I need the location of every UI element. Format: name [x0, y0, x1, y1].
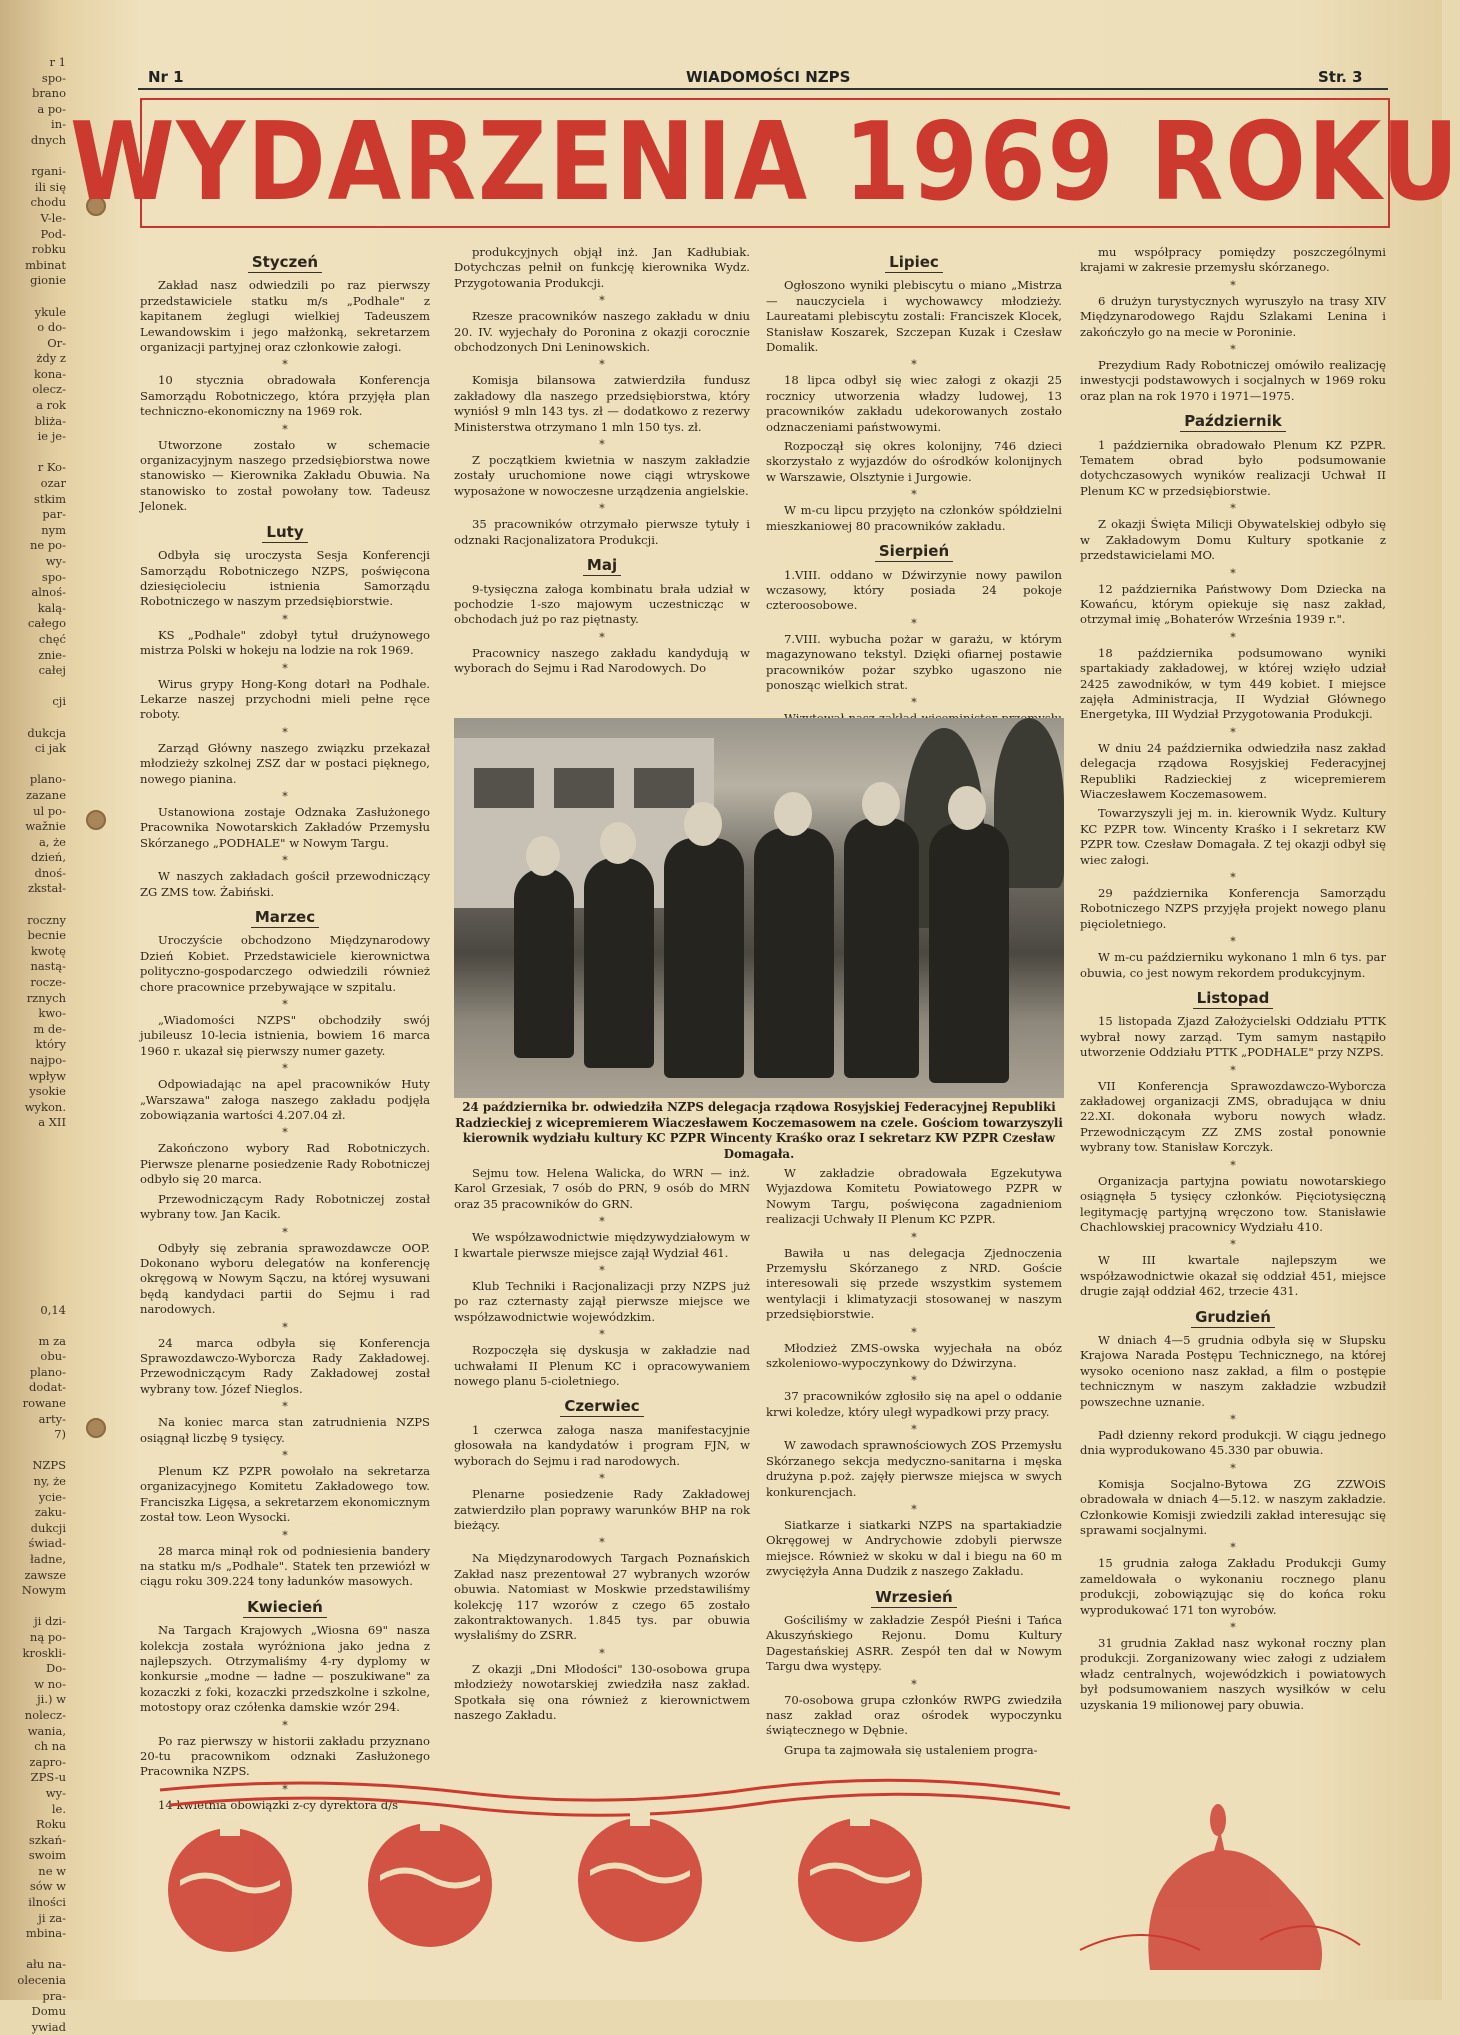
strip-fragment: robku — [31, 242, 66, 257]
strip-fragment — [0, 1178, 66, 1194]
title-banner — [69, 98, 1460, 228]
news-paragraph: Grupa ta zajmowała się ustaleniem progra- — [784, 1742, 1038, 1757]
photo-caption: 24 października br. odwiedziła NZPS delegacja rządowa Rosyjskiej Federacyjnej Republiki Radzieckiej z wicepremierem Wiaczesławem Koczemasowem na czele. Gościom towarzyszyli kierownik wydziału kultury KC PZPR Wincenty Kraśko oraz I sekretarz KW PZPR Czesław Domagała. — [455, 1100, 1063, 1161]
delegation-photo — [454, 718, 1064, 1098]
strip-fragment: całej — [38, 663, 66, 678]
strip-fragment: ysokie — [29, 1084, 66, 1099]
column-4 — [1080, 245, 1386, 1717]
strip-fragment: kona- — [33, 366, 66, 381]
strip-fragment: ywiad — [31, 2019, 66, 2034]
strip-fragment: ili się — [34, 179, 66, 194]
month-heading — [140, 255, 430, 270]
news-paragraph: Ustanowiona zostaje Odznaka Zasłużonego Pracownika Nowotarskich Zakładów Przemysłu Skórzanego „PODHALE" w Nowym Targu. — [140, 804, 430, 850]
news-paragraph: 7.VIII. wybucha pożar w garażu, w którym magazynowano tekstyl. Dzięki ofiarnej postawie pracowników pożar szybko ugaszono nie ponosząc wielkich strat. — [766, 631, 1062, 692]
news-paragraph: Na Targach Krajowych „Wiosna 69" nasza kolekcja została wyróżniona jako jedna z najlepszych. Otrzymaliśmy 4-ry dyplomy w konkursie „modne — ładne — poszukiwane" za kozaczki z foki, kozaczki przedszkolne i szkolne, motostopy oraz czółenka damskie wzór 294. — [140, 1623, 430, 1715]
strip-fragment: mbina- — [25, 1926, 66, 1941]
separator-asterisk: * — [1230, 1461, 1236, 1475]
strip-fragment: becnie — [27, 928, 66, 943]
news-paragraph: 31 grudnia Zakład nasz wykonał roczny plan produkcji. Zorganizowany wiec załogi z udziałem władz centralnych, wojewódzkich i powiatowych był podsumowaniem naszych wysiłków w celu uzyskania 19 milionowej pary obuwia. — [1080, 1636, 1386, 1712]
strip-fragment: kroskli- — [22, 1645, 66, 1660]
month-heading-text: Kwiecień — [243, 1598, 327, 1618]
strip-fragment: Roku — [36, 1817, 66, 1832]
separator-asterisk: * — [282, 854, 288, 868]
news-paragraph: 24 marca odbyła się Konferencja Sprawozdawczo-Wyborcza Rady Zakładowej. Przewodniczącym Rady Zakładowej został wybrany tow. Józef Nieglos. — [140, 1335, 430, 1396]
strip-fragment: nastą- — [30, 959, 66, 974]
strip-fragment: kalą- — [37, 600, 66, 615]
separator-asterisk: * — [599, 294, 605, 308]
news-paragraph: Odbyły się zebrania sprawozdawcze OOP. Dokonano wyboru delegatów na konferencję okręgową w Nowym Sączu, na której wysuwani będą kandydaci partii do Sejmu i rad narodowych. — [140, 1240, 430, 1317]
month-heading-text: Październik — [1180, 412, 1285, 432]
separator-asterisk: * — [599, 1264, 605, 1278]
strip-fragment: ch na — [34, 1739, 66, 1754]
separator-asterisk: * — [282, 789, 288, 803]
column-3-bottom — [766, 1166, 1062, 1762]
news-paragraph: W zakładzie obradowała Egzekutywa Wyjazdowa Komitetu Powiatowego PZPR w Nowym Targu, poświęcona zagadnieniom realizacji Uchwały II Plenum KC PZPR. — [766, 1166, 1062, 1227]
news-paragraph: KS „Podhale" zdobył tytuł drużynowego mistrza Polski w hokeju na lodzie na rok 1969. — [140, 627, 430, 658]
strip-fragment: le. — [51, 1801, 66, 1816]
news-paragraph: Pracownicy naszego zakładu kandydują w wyborach do Sejmu i Rad Narodowych. Do — [454, 645, 750, 676]
news-paragraph: mu współpracy pomiędzy poszczególnymi krajami w zakresie przemysłu skórzanego. — [1080, 245, 1386, 275]
strip-fragment: olecenia — [17, 1973, 66, 1988]
strip-fragment: kwotę — [30, 943, 66, 958]
news-paragraph: Siatkarze i siatkarki NZPS na spartakiadzie Okręgowej w Andrychowie zdobyli pierwsze miejsce. Również w skoku w dal i biegu na 60 m zwyciężyła Anna Dudzik z naszego Zakładu. — [766, 1517, 1062, 1579]
binding-hole — [86, 810, 106, 830]
strip-fragment: alnoś- — [31, 585, 66, 600]
strip-fragment: a rok — [36, 398, 66, 413]
separator-asterisk: * — [282, 1782, 288, 1796]
strip-fragment: in- — [51, 117, 66, 132]
news-paragraph: Utworzone zostało w schemacie organizacyjnym naszego przedsiębiorstwa nowe stanowisko — Kierownika Zakładu Obuwia. Na stanowisko to został powołany tow. Tadeusz Jelonek. — [140, 437, 430, 514]
strip-fragment: dnoś- — [34, 865, 66, 880]
strip-fragment: arty- — [38, 1411, 66, 1426]
strip-fragment: ji.) w — [37, 1692, 66, 1707]
separator-asterisk: * — [599, 438, 605, 452]
strip-fragment: Domu — [31, 2004, 66, 2019]
separator-asterisk: * — [1230, 343, 1236, 357]
strip-fragment: chodu — [30, 195, 66, 210]
separator-asterisk: * — [1230, 1541, 1236, 1555]
strip-fragment: spo- — [41, 569, 66, 584]
news-paragraph: 15 listopada Zjazd Założycielski Oddziału PTTK wybrał nowy zarząd. Tym samym nastąpiło utworzenie Oddziału PTTK „PODHALE" przy NZPS. — [1080, 1014, 1386, 1060]
strip-fragment — [0, 1271, 66, 1287]
strip-fragment: plano- — [29, 1364, 66, 1379]
separator-asterisk: * — [282, 422, 288, 436]
separator-asterisk: * — [1230, 502, 1236, 516]
news-paragraph: Rozpoczął się okres kolonijny, 746 dzieci skorzystało z wyjazdów do ośrodków kolonijnych w Warszawie, Olsztynie i Jurgowie. — [766, 439, 1062, 484]
news-paragraph: Sejmu tow. Helena Walicka, do WRN — inż. Karol Grzesiak, 7 osób do PRN, 9 osób do MRN oraz 35 pracowników do GRN. — [454, 1166, 750, 1211]
strip-fragment: ycie- — [38, 1489, 66, 1504]
strip-fragment: r Ko- — [37, 460, 66, 475]
month-heading — [140, 1597, 430, 1616]
separator-asterisk: * — [282, 1528, 288, 1542]
news-paragraph: Z początkiem kwietnia w naszym zakładzie zostały uruchomione nowe ciągi wtryskowe wyposażone w nowoczesne urządzenia angielskie. — [454, 453, 750, 498]
news-paragraph: W dniach 4—5 grudnia odbyła się w Słupsku Krajowa Narada Postępu Technicznego, na której wysoko oceniono nasz zakład, a film o postępie technicznym w naszym zakładzie wzbudził powszechne uznanie. — [1080, 1332, 1386, 1409]
strip-fragment: obu- — [40, 1349, 66, 1364]
strip-fragment — [0, 1256, 66, 1272]
separator-asterisk: * — [599, 630, 605, 644]
news-paragraph: Przewodniczącym Rady Robotniczej został wybrany tow. Jan Kacik. — [140, 1191, 430, 1222]
news-paragraph: Na Międzynarodowych Targach Poznańskich Zakład nasz prezentował 27 wybranych wzorów obuwia. Natomiast w Moskwie przedstawiliśmy kolekcję 117 wzorów z czego 65 zostało zakontraktowanych. 1.845 tys. par obuwia wysłaliśmy do ZSRR. — [454, 1551, 750, 1643]
news-paragraph: W III kwartale najlepszym we współzawodnictwie okazał się oddział 451, miejsce drugie zajął oddział 462, trzecie 431. — [1080, 1253, 1386, 1299]
month-heading — [140, 522, 430, 541]
news-paragraph: 12 października Państwowy Dom Dziecka na Kowańcu, którym opiekuje się nasz zakład, otrzymał imię „Bohaterów Września 1939 r.". — [1080, 581, 1386, 627]
separator-asterisk: * — [282, 1225, 288, 1239]
strip-fragment: dnych — [30, 132, 66, 147]
news-paragraph: Po raz pierwszy w historii zakładu przyznano 20-tu pracownikom odznaki Zasłużonego Pracownika NZPS. — [140, 1733, 430, 1779]
strip-fragment: a po- — [37, 101, 66, 116]
strip-fragment: ji za- — [38, 1910, 66, 1925]
separator-asterisk: * — [1230, 871, 1236, 884]
separator-asterisk: * — [1230, 630, 1236, 644]
strip-fragment: 7) — [54, 1427, 66, 1442]
news-paragraph: 18 października podsumowano wyniki spartakiady zakładowej, w której wzięło udział 2425 zawodników, w tym 449 kobiet. I miejsce zajęła Administracja, II Wydział Głównego Energetyka, III Wydział Przygotowania Produkcji. — [1080, 645, 1386, 722]
strip-fragment: wažnie — [25, 819, 66, 834]
strip-fragment: brano — [31, 86, 66, 101]
month-heading-text: Maj — [583, 556, 621, 576]
strip-fragment: V-le- — [40, 210, 66, 225]
month-heading-text: Styczeń — [248, 253, 322, 273]
strip-fragment — [0, 1287, 66, 1303]
separator-asterisk: * — [1230, 1063, 1236, 1077]
news-paragraph: Towarzyszyli jej m. in. kierownik Wydz. Kultury KC PZPR tow. Wincenty Kraśko i I sekretarz KW PZPR tow. Czesław Domagała. Z tej okazji odbył się wiec załogi. — [1080, 806, 1386, 867]
strip-fragment: wania, — [27, 1723, 66, 1738]
separator-asterisk: * — [1230, 1412, 1236, 1426]
separator-asterisk: * — [282, 1320, 288, 1334]
strip-fragment: mbinat — [25, 257, 66, 272]
strip-fragment: ie je- — [37, 429, 66, 444]
news-paragraph: 18 lipca odbył się wiec załogi z okazji 25 rocznicy utworzenia władzy ludowej, 13 pracowników zakładu udekorowanych zostało odznaczeniami państwowymi. — [766, 373, 1062, 434]
news-paragraph: Prezydium Rady Robotniczej omówiło realizację inwestycji podstawowych i socjalnych w 1969 roku oraz plan na rok 1970 i 1971—1975. — [1080, 358, 1386, 403]
news-paragraph: Ogłoszono wyniki plebiscytu o miano „Mistrza — nauczyciela i wychowawcy młodzieży. Laureatami plebiscytu zostali: Franciszek Klocek, Stanisław Koszarek, Szczepan Kuzak i Czesław Domalik. — [766, 278, 1062, 355]
column-3-top — [766, 245, 1062, 746]
strip-fragment: ładne, — [30, 1552, 66, 1566]
strip-fragment: stkim — [33, 491, 66, 506]
news-paragraph: We współzawodnictwie międzywydziałowym w I kwartale pierwsze miejsce zajął Wydział 461. — [454, 1230, 750, 1260]
strip-fragment: ne po- — [29, 538, 66, 553]
strip-fragment: swoim — [28, 1848, 66, 1863]
news-paragraph: VII Konferencja Sprawozdawczo-Wyborcza zakładowej organizacji ZMS, obradująca w dniu 22.XI. dokonała wyboru nowych władz. Przewodniczącym ZZ ZMS został ponownie wybrany tow. Stanisław Korczyk. — [1080, 1078, 1386, 1155]
strip-fragment — [0, 1942, 66, 1958]
strip-fragment — [0, 149, 66, 165]
month-heading — [1080, 991, 1386, 1006]
strip-fragment — [0, 1131, 66, 1147]
strip-fragment: ilności — [28, 1895, 66, 1910]
strip-fragment — [0, 710, 66, 726]
adjacent-page-strip — [0, 55, 72, 2034]
strip-fragment: ZPS-u — [30, 1770, 66, 1785]
strip-fragment: spo- — [41, 70, 66, 85]
strip-fragment: Do- — [45, 1661, 66, 1676]
news-paragraph: 1 czerwca załoga nasza manifestacyjnie głosowała na kandydatów i program FJN, w wyborach do Sejmu i rad narodowych. — [454, 1422, 750, 1468]
news-paragraph: Na koniec marca stan zatrudnienia NZPS osiągnął liczbę 9 tysięcy. — [140, 1415, 430, 1445]
separator-asterisk: * — [599, 502, 605, 516]
news-paragraph: 70-osobowa grupa członków RWPG zwiedziła nasz zakład oraz ośrodek wypoczynku świątecznego w Dębnie. — [766, 1692, 1062, 1738]
month-heading-text: Sierpień — [875, 542, 953, 562]
separator-asterisk: * — [1230, 566, 1236, 580]
strip-fragment: rowane — [22, 1396, 66, 1411]
month-heading — [454, 1399, 750, 1414]
news-paragraph: Odpowiadając na apel pracowników Huty „Warszawa" załoga naszego zakładu podjęła zobowiązania wartości 4.207.04 zł. — [140, 1077, 430, 1123]
news-paragraph: Komisja Socjalno-Bytowa ZG ZZWOiS obradowała w dniach 4—5.12. w naszym zakładzie. Członkowie Komisji zwiedzili zakład interesując się sprawami socjalnymi. — [1080, 1476, 1386, 1537]
strip-fragment: bliża- — [34, 413, 66, 428]
news-paragraph: 29 października Konferencja Samorządu Robotniczego NZPS przyjęła projekt nowego planu pięcioletniego. — [1080, 886, 1386, 931]
strip-fragment: plano- — [29, 772, 66, 787]
month-heading-text: Marzec — [251, 908, 319, 928]
strip-fragment: wy- — [45, 1785, 66, 1800]
strip-fragment: ne w — [38, 1863, 66, 1878]
separator-asterisk: * — [911, 616, 917, 630]
separator-asterisk: * — [282, 1400, 288, 1414]
month-heading-text: Wrzesień — [871, 1588, 957, 1608]
news-paragraph: Gościliśmy w zakładzie Zespół Pieśni i Tańca Akuszyńskiego Rejonu. Domu Kultury Dagestańskiej ASRR. Zespół ten dał w Nowym Targu dwa występy. — [766, 1612, 1062, 1674]
strip-fragment: wykon. — [24, 1099, 66, 1114]
strip-fragment: całego — [27, 616, 66, 631]
strip-fragment: wy- — [45, 554, 66, 568]
column-1 — [140, 245, 430, 1817]
strip-fragment: o do- — [37, 320, 66, 335]
strip-fragment — [0, 289, 66, 305]
separator-asterisk: * — [282, 1718, 288, 1732]
news-paragraph: 15 grudnia załoga Zakładu Produkcji Gumy zameldowała o wykonaniu rocznego planu produkcji, zobowiązując się do końca roku wyprodukować 171 ton wyrobów. — [1080, 1556, 1386, 1617]
strip-fragment: ul po- — [33, 803, 66, 818]
month-heading — [766, 1587, 1062, 1606]
separator-asterisk: * — [282, 661, 288, 675]
month-heading-text: Czerwiec — [560, 1397, 643, 1417]
separator-asterisk: * — [911, 1502, 917, 1516]
main-headline: WYDARZENIA 1969 ROKU — [69, 100, 1460, 225]
separator-asterisk: * — [1230, 278, 1236, 292]
separator-asterisk: * — [282, 725, 288, 739]
news-paragraph: W zawodach sprawnościowych ZOS Przemysłu Skórzanego sekcja medyczno-sanitarna i męska drużyna p.poż. zajęły pierwsze miejsca w swych konkurencjach. — [766, 1438, 1062, 1499]
news-paragraph: 28 marca minął rok od podniesienia bandery na statku m/s „Podhale". Statek ten przewiózł w ciągu roku 309.224 tony ładunków masowych. — [140, 1543, 430, 1589]
strip-fragment — [0, 1318, 66, 1334]
publication-name: WIADOMOŚCI NZPS — [686, 68, 851, 86]
separator-asterisk: * — [911, 358, 917, 372]
strip-fragment: ny, że — [33, 1474, 66, 1489]
news-paragraph: Rzesze pracowników naszego zakładu w dniu 20. IV. wyjechały do Poronina z okazji corocznie obchodzonych Dni Leninowskich. — [454, 309, 750, 355]
strip-fragment — [0, 679, 66, 695]
strip-fragment — [0, 1225, 66, 1241]
separator-asterisk: * — [1230, 1238, 1236, 1252]
strip-fragment — [0, 1147, 66, 1163]
news-paragraph: Wirus grypy Hong-Kong dotarł na Podhale. Lekarze naszej przychodni mieli pełne ręce roboty. — [140, 676, 430, 722]
strip-fragment: dukcja — [27, 725, 66, 740]
strip-fragment: rgani- — [31, 164, 66, 179]
separator-asterisk: * — [1230, 1158, 1236, 1172]
news-paragraph: Plenarne posiedzenie Rady Zakładowej zatwierdziło plan poprawy warunków BHP na rok bieżący. — [454, 1487, 750, 1532]
separator-asterisk: * — [282, 1126, 288, 1140]
news-paragraph: 37 pracowników zgłosiło się na apel o oddanie krwi koledze, który uległ wypadkowi przy pracy. — [766, 1389, 1062, 1419]
strip-fragment: par- — [42, 507, 66, 522]
separator-asterisk: * — [599, 1536, 605, 1550]
strip-fragment: zazane — [25, 787, 66, 802]
news-paragraph: Plenum KZ PZPR powołało na sekretarza organizacyjnego Komitetu Zakładowego tow. Franciszka Ligęsa, a sekretarzem ekonomicznym został tow. Leon Wysocki. — [140, 1463, 430, 1525]
strip-fragment: dodat- — [28, 1380, 66, 1395]
strip-fragment: Nowym — [21, 1583, 66, 1598]
news-paragraph: Z okazji „Dni Młodości" 130-osobowa grupa młodzieży nowotarskiej zwiedziła nasz zakład. Spotkała się ona również z kierownictwem naszego Zakładu. — [454, 1661, 750, 1722]
strip-fragment — [0, 1193, 66, 1209]
strip-fragment: rznych — [26, 990, 66, 1005]
news-paragraph: W naszych zakładach gościł przewodniczący ZG ZMS tow. Żabiński. — [140, 869, 430, 899]
strip-fragment: nolecz- — [24, 1707, 66, 1722]
separator-asterisk: * — [911, 1325, 917, 1339]
strip-fragment: pra- — [42, 1988, 66, 2003]
news-paragraph: 6 drużyn turystycznych wyruszyło na trasy XIV Międzynarodowego Rajdu Szlakami Lenina i zakończyło go na mecie w Poroninie. — [1080, 293, 1386, 339]
separator-asterisk: * — [911, 1374, 917, 1388]
separator-asterisk: * — [599, 1472, 605, 1486]
strip-fragment: znie- — [38, 647, 66, 662]
news-paragraph: Organizacja partyjna powiatu nowotarskiego osiągnęła 5 tysięcy członków. Pięciotysięczną legitymację partyjną wręczono tow. Stanisławie Chachlowskiej pracownicy Wydziału 410. — [1080, 1173, 1386, 1234]
strip-fragment — [0, 445, 66, 461]
strip-fragment — [0, 1162, 66, 1178]
strip-fragment: m de- — [33, 1021, 66, 1036]
strip-fragment: dzień, — [31, 850, 66, 865]
strip-fragment: gionie — [30, 273, 66, 288]
column-2-bottom — [454, 1166, 750, 1727]
strip-fragment: ozar — [40, 476, 66, 491]
news-paragraph: Młodzież ZMS-owska wyjechała na obóz szkoleniowo-wypoczynkowy do Dźwirzyna. — [766, 1340, 1062, 1371]
news-paragraph: Rozpoczęła się dyskusja w zakładzie nad uchwałami II Plenum KC i opracowywaniem nowego planu 5-cioletniego. — [454, 1343, 750, 1389]
separator-asterisk: * — [282, 612, 288, 626]
strip-fragment — [0, 757, 66, 773]
strip-fragment — [0, 1599, 66, 1615]
strip-fragment: a XII — [38, 1115, 66, 1130]
strip-fragment: 0,14 — [40, 1302, 66, 1317]
news-paragraph: Z okazji Święta Milicji Obywatelskiej odbyło się w Zakładowym Domu Kultury spotkanie z przedstawicielami MO. — [1080, 517, 1386, 563]
separator-asterisk: * — [599, 1328, 605, 1342]
strip-fragment: dukcji — [30, 1520, 66, 1535]
header-rule — [138, 88, 1388, 90]
news-paragraph: Zakład nasz odwiedzili po raz pierwszy przedstawiciele statku m/s „Podhale" z kapitanem żeglugi wielkiej Tadeuszem Lewandowskim i jego małżonką, sekretarzem organizacji partyjnej oraz członkowie załogi. — [140, 278, 430, 355]
news-paragraph: W m-cu październiku wykonano 1 mln 6 tys. par obuwia, co jest nowym rekordem produkcyjnym. — [1080, 950, 1386, 980]
news-paragraph: Klub Techniki i Racjonalizacji przy NZPS już po raz czternasty zajął pierwsze miejsce we współzawodnictwie wojewódzkim. — [454, 1279, 750, 1324]
separator-asterisk: * — [1230, 725, 1236, 739]
strip-fragment — [0, 897, 66, 913]
news-paragraph: Padł dzienny rekord produkcji. W ciągu jednego dnia wyprodukowano 45.330 par obuwia. — [1080, 1427, 1386, 1458]
strip-fragment: który — [35, 1037, 66, 1052]
separator-asterisk: * — [911, 1230, 917, 1244]
news-paragraph: 14 kwietnia obowiązki z-cy dyrektora d/s — [158, 1797, 399, 1812]
strip-fragment: żdy z — [36, 351, 66, 366]
separator-asterisk: * — [282, 1448, 288, 1462]
strip-fragment: wpływ — [28, 1068, 66, 1083]
news-paragraph: W dniu 24 października odwiedziła nasz zakład delegacja rządowa Rosyjskiej Federacyjnej Republiki Radzieckiej z wicepremierem Wiaczesławem Koczemasowem. — [1080, 740, 1386, 801]
news-paragraph: W m-cu lipcu przyjęto na członków spółdzielni mieszkaniowej 80 pracowników zakładu. — [766, 503, 1062, 533]
christmas-ornament-illustration — [160, 1770, 1390, 1980]
month-heading — [1080, 414, 1386, 429]
strip-fragment: ci jak — [34, 741, 66, 756]
strip-fragment: kwo- — [38, 1006, 66, 1021]
strip-fragment: ykule — [34, 304, 66, 319]
strip-fragment — [0, 1240, 66, 1256]
separator-asterisk: * — [911, 1677, 917, 1691]
month-heading-text: Luty — [262, 523, 307, 543]
news-paragraph: produkcyjnych objął inż. Jan Kadłubiak. Dotychczas pełnił on funkcję kierownika Wydz. Przygotowania Produkcji. — [454, 245, 750, 290]
separator-asterisk: * — [911, 696, 917, 710]
news-paragraph: 10 stycznia obradowała Konferencja Samorządu Robotniczego, która przyjęła plan techniczno-ekonomiczny na 1969 rok. — [140, 373, 430, 419]
strip-fragment: Pod- — [40, 226, 66, 241]
separator-asterisk: * — [1230, 935, 1236, 949]
month-heading-text: Listopad — [1193, 989, 1274, 1009]
strip-fragment: chęć — [38, 631, 66, 646]
strip-fragment: zaku- — [34, 1505, 66, 1520]
strip-fragment: m za — [38, 1333, 66, 1348]
news-paragraph: 9-tysięczna załoga kombinatu brała udział w pochodzie 1-szo majowym uczestnicząc w obchodach już po raz piętnasty. — [454, 581, 750, 627]
news-paragraph: 35 pracowników otrzymało pierwsze tytuły i odznaki Racjonalizatora Produkcji. — [454, 517, 750, 547]
strip-fragment: w no- — [34, 1676, 66, 1691]
page-number: Str. 3 — [1318, 68, 1363, 86]
strip-fragment: roczny — [27, 912, 66, 927]
separator-asterisk: * — [1230, 1621, 1236, 1635]
strip-fragment: a, że — [38, 834, 66, 849]
month-heading-text: Lipiec — [885, 253, 943, 273]
month-heading — [1080, 1307, 1386, 1326]
issue-number: Nr 1 — [148, 68, 184, 86]
strip-fragment: ji dzi- — [34, 1614, 66, 1629]
news-paragraph: „Wiadomości NZPS" obchodziły swój jubileusz 10-lecia istnienia, bowiem 16 marca 1960 r. ukazał się pierwszy numer gazety. — [140, 1013, 430, 1058]
news-paragraph: 1.VIII. oddano w Dźwirzynie nowy pawilon wczasowy, który posiada 24 pokoje czteroosobowe. — [766, 567, 1062, 613]
strip-fragment: olecz- — [32, 382, 66, 397]
strip-fragment: NZPS — [32, 1458, 66, 1473]
strip-fragment: najpo- — [30, 1053, 66, 1067]
month-heading — [454, 558, 750, 573]
strip-fragment: roczе- — [30, 975, 66, 990]
separator-asterisk: * — [282, 358, 288, 372]
strip-fragment: ału na- — [26, 1957, 66, 1972]
news-paragraph: Odbyła się uroczysta Sesja Konferencji Samorządu Robotniczego NZPS, poświęcona dziesięcioleciu istnienia Samorządu Robotniczego w naszym przedsiębiorstwie. — [140, 548, 430, 609]
separator-asterisk: * — [599, 1646, 605, 1660]
strip-fragment: nym — [41, 522, 66, 537]
strip-fragment: zkstał- — [27, 881, 66, 896]
strip-fragment — [0, 1209, 66, 1225]
strip-fragment: r 1 — [49, 55, 66, 69]
strip-fragment: zawsze — [24, 1567, 66, 1582]
strip-fragment — [0, 1443, 66, 1459]
news-paragraph: Zakończono wybory Rad Robotniczych. Pierwsze plenarne posiedzenie Rady Robotniczej odbyło się 20 marca. — [140, 1141, 430, 1187]
binding-hole — [86, 1418, 106, 1438]
news-paragraph: 1 października obradowało Plenum KZ PZPR. Tematem obrad było podsumowanie dotychczasowych wyników realizacji Uchwał II Plenum KC w przedsiębiorstwie. — [1080, 437, 1386, 498]
news-paragraph: Zarząd Główny naszego związku przekazał młodzieży szkolnej ZSZ dar w postaci pięknego, nowego pianina. — [140, 740, 430, 786]
news-paragraph: Uroczyście obchodzono Międzynarodowy Dzień Kobiet. Przedstawiciele kierownictwa polityczno-gospodarczego odwiedzili również chore pracownice przebywające w szpitalu. — [140, 933, 430, 994]
strip-fragment: ną po- — [29, 1629, 66, 1644]
news-paragraph: Bawiła u nas delegacja Zjednoczenia Przemysłu Skórzanego z NRD. Goście interesowali się przede wszystkim systemem wentylacji i klimatyzacji stosowanej w naszym przedsiębiorstwie. — [766, 1245, 1062, 1322]
separator-asterisk: * — [599, 1215, 605, 1229]
month-heading — [766, 544, 1062, 559]
month-heading — [766, 255, 1062, 270]
strip-fragment: sów w — [29, 1879, 66, 1894]
separator-asterisk: * — [282, 1062, 288, 1076]
separator-asterisk: * — [911, 488, 917, 502]
separator-asterisk: * — [282, 998, 288, 1012]
strip-fragment: cji — [52, 694, 66, 709]
strip-fragment: Or- — [47, 335, 66, 350]
strip-fragment: szkań- — [28, 1832, 66, 1847]
separator-asterisk: * — [599, 358, 605, 372]
column-2-top — [454, 245, 750, 681]
month-heading-text: Grudzień — [1191, 1308, 1275, 1328]
news-paragraph: Komisja bilansowa zatwierdziła fundusz zakładowy dla naszego przedsiębiorstwa, który wyniósł 9 mln 143 tys. zł — dodatkowo z rezerwy Ministerstwa otrzymano 1 mln 150 tys. zł. — [454, 373, 750, 434]
strip-fragment: świad- — [28, 1536, 66, 1551]
separator-asterisk: * — [911, 1423, 917, 1437]
strip-fragment: zapro- — [29, 1754, 66, 1769]
month-heading — [140, 910, 430, 925]
